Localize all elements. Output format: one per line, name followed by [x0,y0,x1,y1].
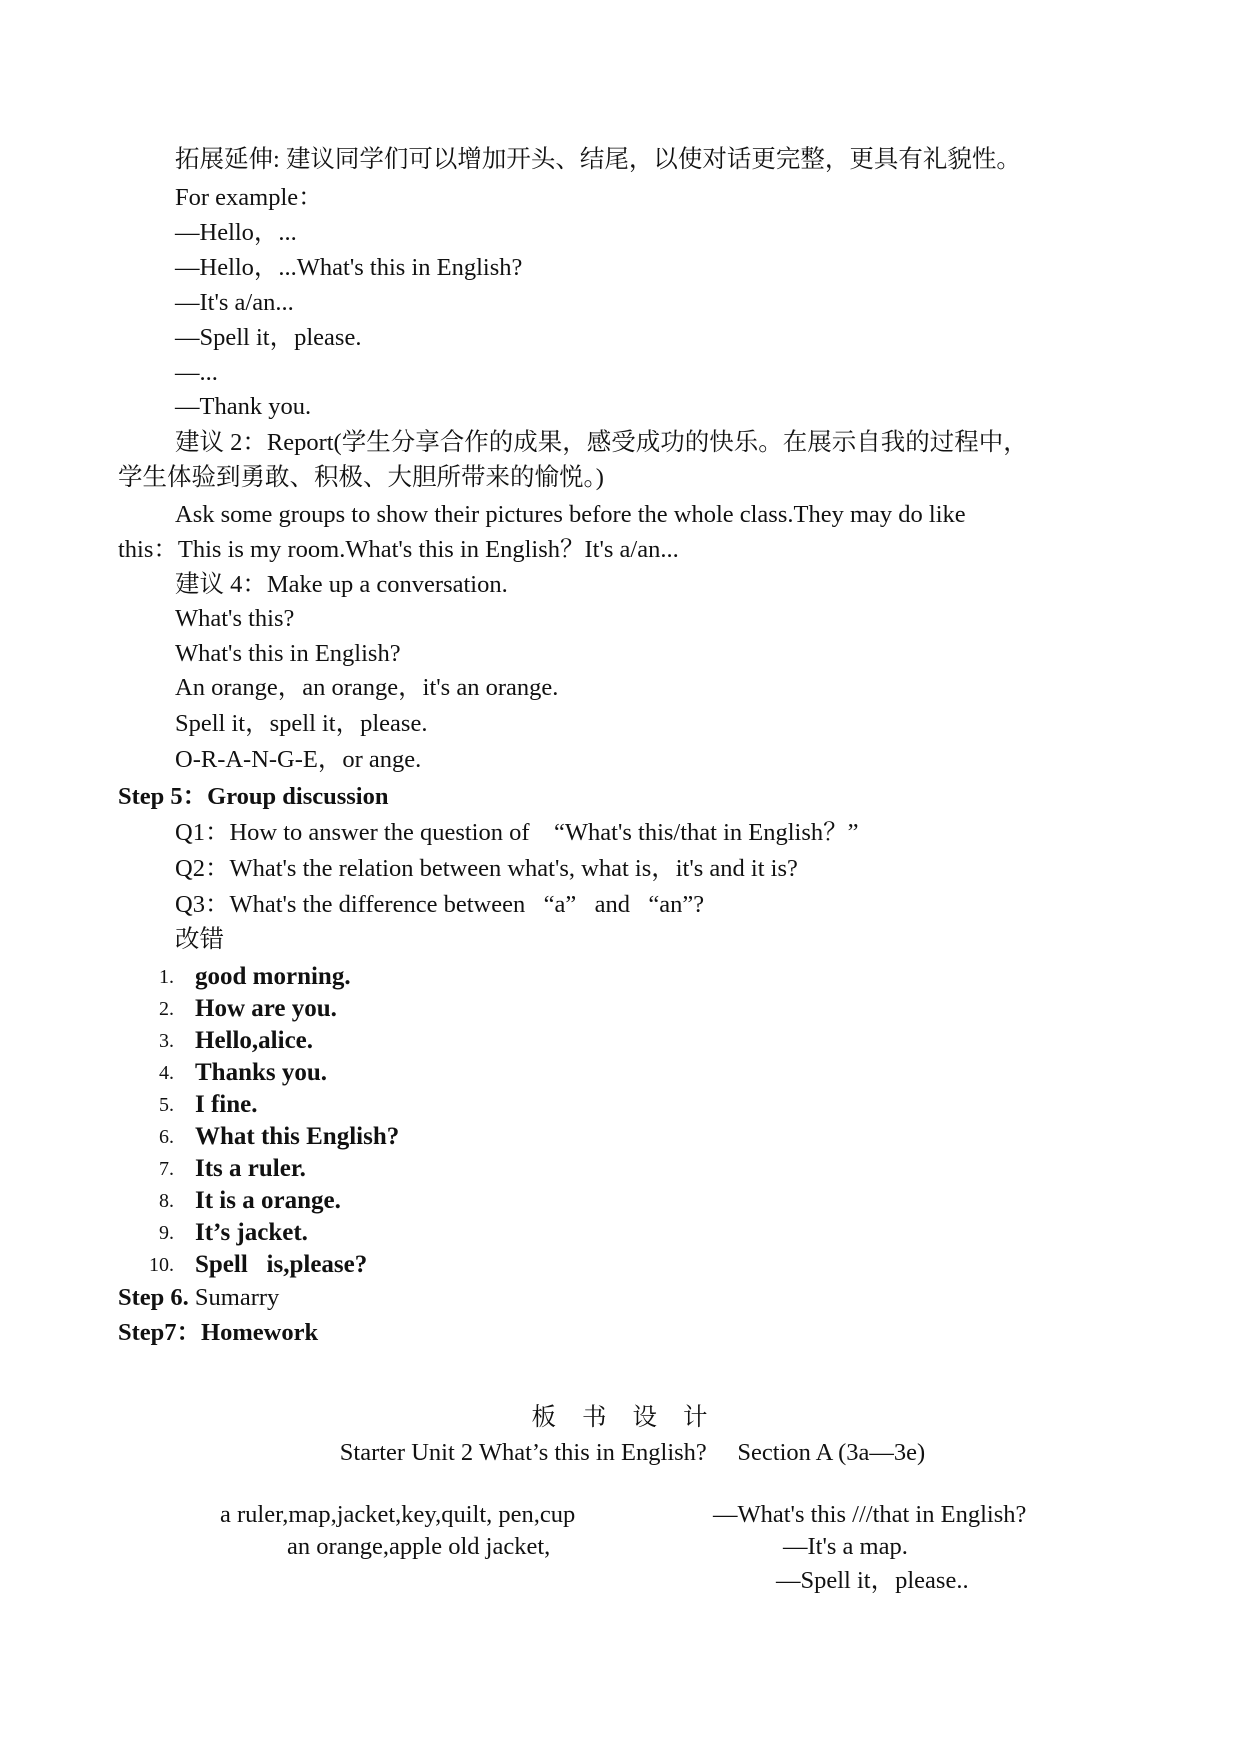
dialog-line: —It's a/an... [175,289,294,316]
step6-label: Step 6. [118,1284,189,1311]
question-q3: Q3：What's the difference between “a” and “an”? [175,891,705,918]
board-vocab-line1: a ruler,map,jacket,key,quilt, pen,cup [220,1501,576,1528]
dialog-line: —Thank you. [175,393,312,420]
report-line2: this：This is my room.What's this in English？It's a/an... [118,536,679,563]
list-number: 7. [159,1158,174,1180]
dialog-line: —Hello，...What's this in English? [175,254,523,281]
list-number: 4. [159,1062,174,1084]
question-q2: Q2：What's the relation between what's, what is，it's and it is? [175,855,798,882]
board-dialog-line3: —Spell it，please.. [776,1567,969,1594]
board-dialog-line1: —What's this ///that in English? [713,1501,1027,1528]
board-subtitle: Starter Unit 2 What’s this in English? Section A (3a—3e) [339,1439,926,1466]
list-item: Spell is,please? [195,1251,368,1278]
list-number: 5. [159,1094,174,1116]
dialog-line: —Spell it，please. [175,324,362,351]
report-line1: Ask some groups to show their pictures before the whole class.They may do like [175,501,966,528]
step5-heading: Step 5：Group discussion [118,783,389,810]
list-item: It’s jacket. [195,1219,308,1246]
chant-line: O-R-A-N-G-E，or ange. [175,746,422,773]
list-item: It is a orange. [195,1187,341,1214]
step6-text: Sumarry [188,1284,280,1311]
list-item: How are you. [195,995,337,1022]
list-item: I fine. [195,1091,258,1118]
suggestion2-line1: 建议 2：Report(学生分享合作的成果，感受成功的快乐。在展示自我的过程中， [175,429,1028,456]
extension-text: 建议同学们可以增加开头、结尾，以使对话更完整，更具有礼貌性。 [285,146,1021,173]
list-number: 3. [159,1030,174,1052]
list-item: good morning. [195,963,351,990]
chant-line: What's this? [175,605,295,632]
list-number: 6. [159,1126,174,1148]
step7-heading: Step7：Homework [118,1319,319,1346]
suggestion4: 建议 4：Make up a conversation. [175,571,508,598]
board-vocab-line2: an orange,apple old jacket, [287,1533,551,1560]
list-number: 2. [159,998,174,1020]
list-item: Thanks you. [195,1059,328,1086]
chant-line: Spell it，spell it，please. [175,710,428,737]
suggestion2-line2: 学生体验到勇敢、积极、大胆所带来的愉悦。) [118,464,604,491]
board-title: 板书设计 [531,1404,734,1431]
dialog-line: —... [175,359,218,386]
question-q1: Q1：How to answer the question of “What's this/that in English？” [175,819,859,846]
step6-line [118,1283,279,1313]
chant-line: An orange，an orange，it's an orange. [175,674,559,701]
extension-label: 拓展延伸 [175,146,273,173]
correction-title: 改错 [175,926,224,953]
list-number: 8. [159,1190,174,1212]
chant-line: What's this in English? [175,640,401,667]
list-number: 9. [159,1222,174,1244]
for-example-label: For example： [175,184,323,211]
board-dialog-line2: —It's a map. [783,1533,908,1560]
list-number: 1. [159,966,174,988]
list-item: Hello,alice. [195,1027,314,1054]
list-number: 10. [149,1254,174,1276]
list-item: What this English? [195,1123,400,1150]
extension-line: 拓展延伸: 建议同学们可以增加开头、结尾，以使对话更完整，更具有礼貌性。 [175,146,1021,173]
list-item: Its a ruler. [195,1155,306,1182]
dialog-line: —Hello，... [175,219,297,246]
